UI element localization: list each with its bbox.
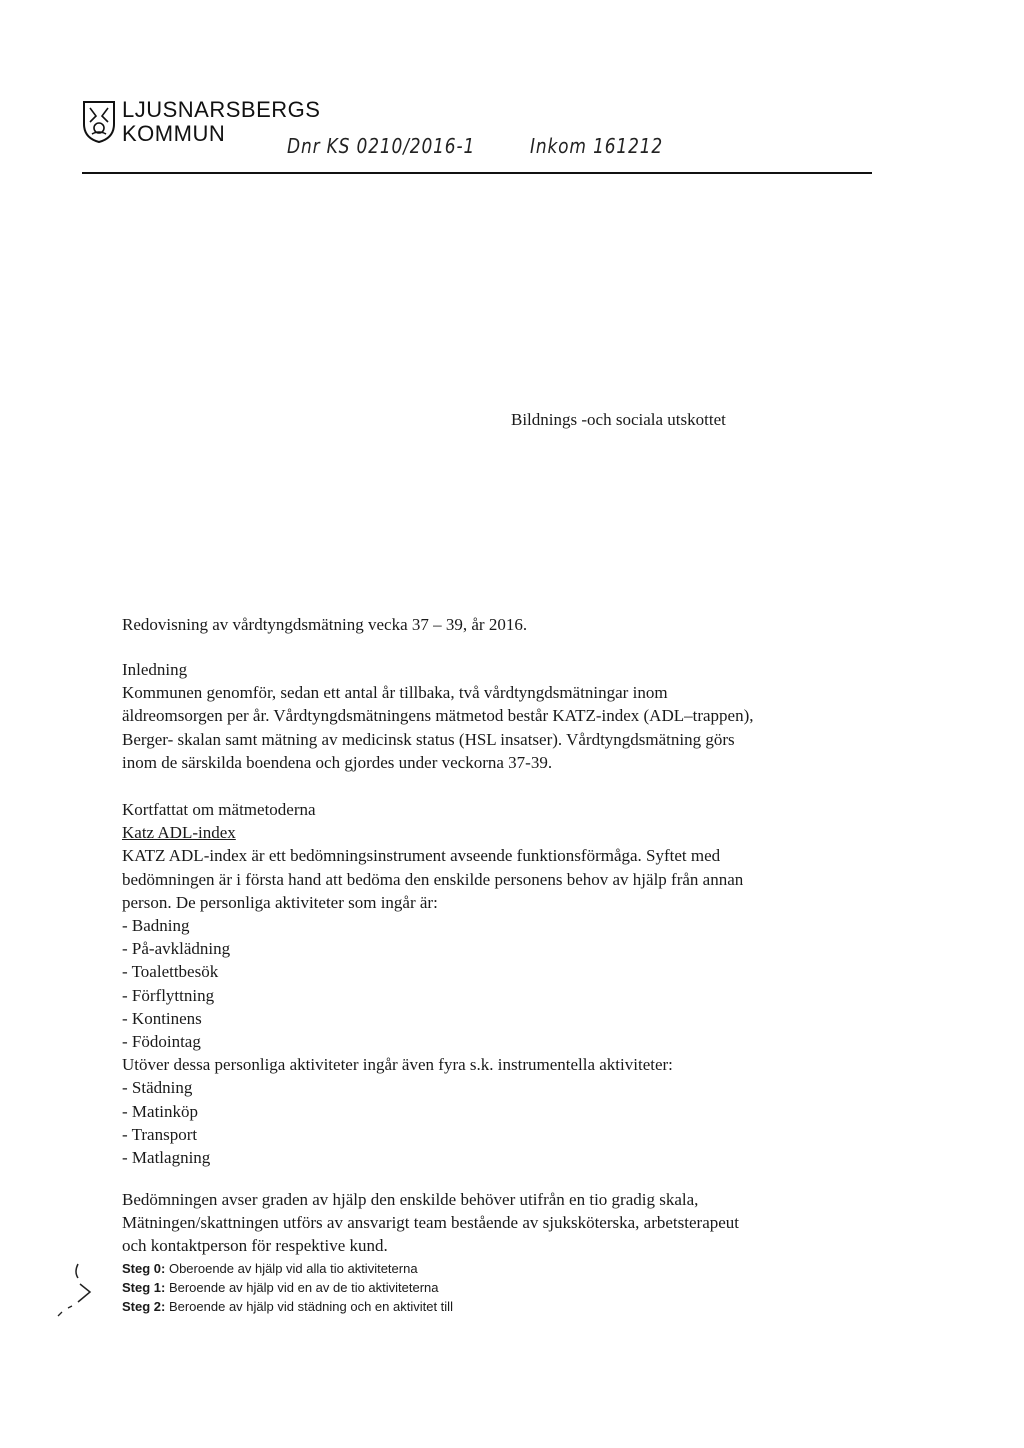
methods-section [122, 798, 822, 1169]
handwritten-dnr: Dnr KS 0210/2016-1 [287, 134, 476, 158]
instrumental-intro: Utöver dessa personliga aktiviteter ingår även fyra s.k. instrumentella aktiviteter: [122, 1055, 673, 1075]
intro-line: äldreomsorgen per år. Vårdtyngdsmätningens mätmetod består KATZ-index (ADL–trappen), [122, 706, 754, 726]
assessment-line: och kontaktperson för respektive kund. [122, 1236, 388, 1255]
assessment-line: Mätningen/skattningen utförs av ansvarigt team bestående av sjuksköterska, arbetsterapeut [122, 1213, 740, 1232]
org-name-line1: LJUSNARSBERGS [122, 97, 321, 122]
instrumental-activity: - Städning [122, 1078, 193, 1098]
instrumental-activity: - Transport [122, 1124, 198, 1144]
step-text: Oberoende av hjälp vid alla tio aktiviteterna [165, 1261, 418, 1276]
org-name-line2: KOMMUN [122, 121, 226, 146]
personal-activity: - Toalettbesök [122, 962, 219, 982]
intro-section [122, 658, 822, 774]
personal-activity: - Kontinens [122, 1008, 202, 1028]
personal-activity: - På-avklädning [122, 939, 231, 959]
methods-line: KATZ ADL-index är ett bedömningsinstrument avseende funktionsförmåga. Syftet med [122, 846, 721, 866]
personal-activity: - Badning [122, 916, 190, 936]
methods-line: bedömningen är i första hand att bedöma den enskilde personens behov av hjälp från annan [122, 869, 744, 889]
intro-line: Berger- skalan samt mätning av medicinsk status (HSL insatser). Vårdtyngdsmätning görs [122, 729, 735, 749]
step-text: Beroende av hjälp vid en av de tio aktiviteterna [165, 1280, 439, 1295]
municipal-crest-icon [82, 100, 116, 144]
step-item [122, 1278, 453, 1297]
step-label: Steg 0: [122, 1261, 166, 1276]
step-item [122, 1259, 453, 1278]
personal-activity: - Förflyttning [122, 985, 215, 1005]
recipient: Bildnings -och sociala utskottet [511, 410, 726, 429]
intro-line: Kommunen genomför, sedan ett antal år tillbaka, två vårdtyngdsmätningar inom [122, 683, 668, 703]
document-title: Redovisning av vårdtyngdsmätning vecka 37 – 39, år 2016. [122, 615, 528, 634]
step-label: Steg 2: [122, 1299, 166, 1314]
steps-list [122, 1259, 453, 1316]
intro-heading: Inledning [122, 660, 188, 679]
handwritten-inkom: Inkom 161212 [530, 134, 664, 158]
methods-heading: Kortfattat om mätmetoderna [122, 800, 316, 819]
assessment-line: Bedömningen avser graden av hjälp den enskilde behöver utifrån en tio gradig skala, [122, 1190, 699, 1209]
instrumental-activity: - Matlagning [122, 1148, 211, 1168]
intro-line: inom de särskilda boendena och gjordes under veckorna 37-39. [122, 752, 553, 772]
step-label: Steg 1: [122, 1280, 166, 1295]
personal-activity: - Födointag [122, 1032, 201, 1052]
header-divider [82, 172, 872, 174]
step-item [122, 1297, 453, 1316]
katz-subheading: Katz ADL-index [122, 823, 236, 843]
assessment-section [122, 1188, 822, 1257]
letterhead [82, 96, 872, 178]
instrumental-activity: - Matinköp [122, 1101, 199, 1121]
margin-pen-mark [50, 1258, 110, 1328]
methods-line: person. De personliga aktiviteter som ingår är: [122, 892, 438, 912]
step-text: Beroende av hjälp vid städning och en aktivitet till [165, 1299, 453, 1314]
